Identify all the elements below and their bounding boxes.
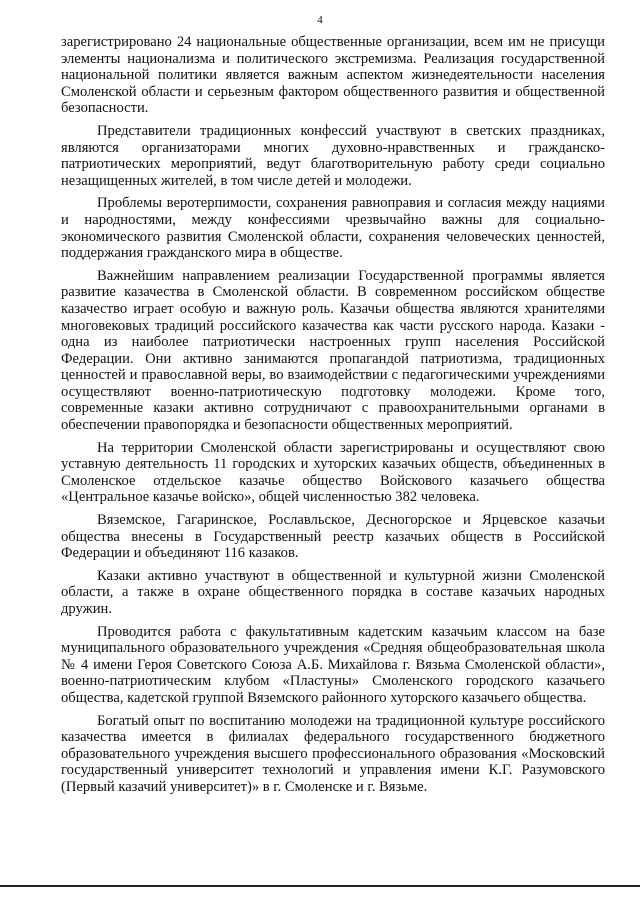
paragraph-cossack-societies: На территории Смоленской области зарегистрированы и осуществляют свою уставную деятельность 11 городских и хуторских казачьих обществ, объединенных в Смоленское отдельское казачье общество Войскового казачьего общества «Центральное казачье войско», общей численностью 382 человека. xyxy=(61,439,605,506)
paragraph-tolerance: Проблемы веротерпимости, сохранения равноправия и согласия между нациями и народностями, между конфессиями чрезвычайно важны для социально-экономического развития Смоленской области, сохранения человеческих ценностей, поддержания гражданского мира в обществе. xyxy=(61,195,605,262)
page-number: 4 xyxy=(317,14,323,26)
page-bottom-border xyxy=(0,885,640,887)
paragraph-state-register: Вяземское, Гагаринское, Рославльское, Десногорское и Ярцевское казачьи общества внесены в Государственный реестр казачьих обществ в Российской Федерации и объединяют 116 казаков. xyxy=(61,512,605,562)
document-body xyxy=(61,34,605,802)
paragraph-public-order: Казаки активно участвуют в общественной и культурной жизни Смоленской области, а также в охране общественного порядка в составе казачьих народных дружин. xyxy=(61,567,605,617)
paragraph-university: Богатый опыт по воспитанию молодежи на традиционной культуре российского казачества имеется в филиалах федерального государственного бюджетного образовательного учреждения высшего профессионального образования «Московский государственный университет технологий и управления имени К.Г. Разумовского (Первый казачий университет)» в г. Смоленске и г. Вязьме. xyxy=(61,712,605,795)
paragraph-continued: зарегистрировано 24 национальные общественные организации, всем им не присущи элементы национализма и политического экстремизма. Реализация государственной национальной политики является важным аспектом жизнедеятельности населения Смоленской области и серьезным фактором общественного развития и общественной безопасности. xyxy=(61,34,605,117)
paragraph-confessions: Представители традиционных конфессий участвуют в светских праздниках, являются организаторами многих духовно-нравственных и гражданско-патриотических мероприятий, ведут благотворительную работу среди социально незащищенных жителей, в том числе детей и молодежи. xyxy=(61,122,605,189)
paragraph-cadet-class: Проводится работа с факультативным кадетским казачьим классом на базе муниципального образовательного учреждения «Средняя общеобразовательная школа № 4 имени Героя Советского Союза А.Б. Михайлова г. Вязьма Смоленской области», военно-патриотическим клубом «Пластуны» Смоленского городского казачьего общества, кадетской группой Вяземского районного хуторского казачьего общества. xyxy=(61,623,605,706)
paragraph-cossacks-development: Важнейшим направлением реализации Государственной программы является развитие казачества в Смоленской области. В современном российском обществе казачество играет особую и важную роль. Казачьи общества являются хранителями многовековых традиций российского казачества как части русского народа. Казаки - одна из наиболее патриотически настроенных групп населения Российской Федерации. Они активно занимаются пропагандой патриотизма, традиционных ценностей и православной веры, во взаимодействии с педагогическими учреждениями осуществляют военно-патриотическую подготовку молодежи. Кроме того, современные казаки активно сотрудничают с правоохранительными органами в обеспечении правопорядка и безопасности общественных мероприятий. xyxy=(61,267,605,434)
